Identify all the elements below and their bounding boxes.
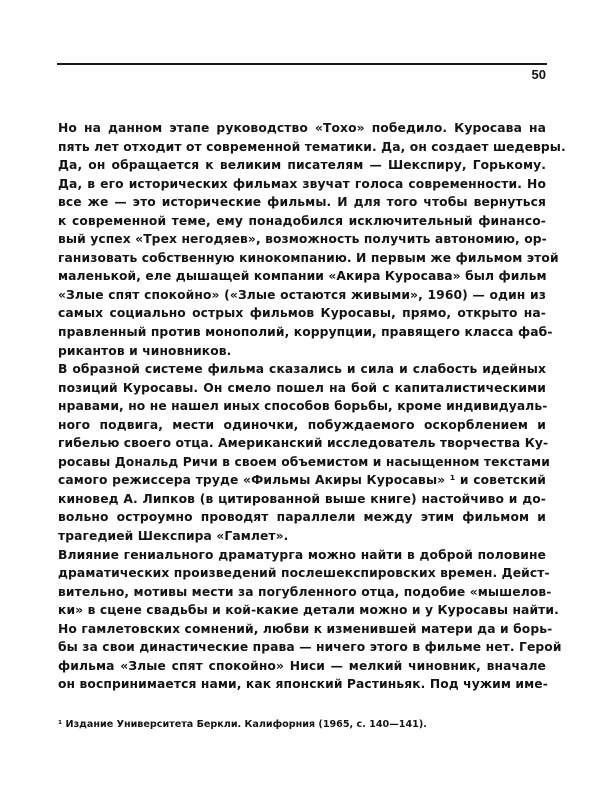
text-line: Да, он обращается к великим писателям — Шекспиру, Горькому.: [58, 158, 546, 173]
text-line: позиций Куросавы. Он смело пошел на бой с капиталистическими: [58, 380, 546, 395]
text-line: вительно, мотивы мести за погубленного отца, подобие «мышелов-: [58, 584, 552, 599]
text-line: он воспринимается нами, как японский Растиньяк. Под чужим име-: [58, 677, 548, 692]
text-line: трагедией Шекспира «Гамлет».: [58, 529, 289, 544]
text-line: Влияние гениального драматурга можно найти в доброй половине: [58, 547, 546, 562]
text-line: маленькой, еле дышащей компании «Акира Куросава» был фильм: [58, 269, 547, 284]
body-text: [58, 119, 566, 694]
text-line: ного подвига, мести одиночки, побуждаемого оскорблением и: [58, 417, 546, 432]
text-line: ганизовать собственную кинокомпанию. И первым же фильмом этой: [58, 250, 559, 265]
text-line: ки» в сцене свадьбы и кой-какие детали можно и у Куросавы найти.: [58, 603, 559, 618]
text-line: бы за свои династические права — ничего этого в фильме нет. Герой: [58, 640, 562, 655]
text-line: фильма «Злые спят спокойно» Ниси — мелкий чиновник, вначале: [58, 658, 546, 673]
text-line: правленный против монополий, коррупции, правящего класса фаб-: [58, 325, 553, 340]
text-line: гибелью своего отца. Американский исследователь творчества Ку-: [58, 436, 549, 451]
text-line: вольно остроумно проводят параллели между этим фильмом и: [58, 510, 546, 525]
footnote: ¹ Издание Университета Беркли. Калифорния (1965, с. 140—141).: [58, 719, 427, 730]
text-line: нравами, но не нашел иных способов борьбы, кроме индивидуаль-: [58, 399, 548, 414]
text-line: драматических произведений послешекспировских времен. Дейст-: [58, 566, 550, 581]
text-line: пять лет отходит от современной тематики. Да, он создает шедевры.: [58, 139, 566, 154]
text-line: Да, в его исторических фильмах звучат голоса современности. Но: [58, 176, 546, 191]
text-line: рикантов и чиновников.: [58, 343, 232, 358]
text-line: росавы Дональд Ричи в своем объемистом и насыщенном текстами: [58, 454, 550, 469]
page-number: 50: [531, 67, 546, 82]
text-line: к современной теме, ему понадобился исключительный финансо-: [58, 213, 546, 228]
text-line: вый успех «Трех негодяев», возможность получить автономию, ор-: [58, 232, 547, 247]
text-line: киновед А. Липков (в цитированной выше книге) настойчиво и до-: [58, 491, 546, 506]
text-line: Но гамлетовских сомнений, любви к изменившей матери да и борь-: [58, 621, 553, 636]
text-line: В образной системе фильма сказались и сила и слабость идейных: [58, 362, 546, 377]
text-line: Но на данном этапе руководство «Тохо» победило. Куросава на: [58, 121, 546, 135]
header-rule: [57, 63, 547, 65]
text-line: самых социально острых фильмов Куросавы, прямо, открыто на-: [58, 306, 546, 321]
text-line: самого режиссера труде «Фильмы Акиры Куросавы» ¹ и советский: [58, 473, 546, 488]
text-line: все же — это исторические фильмы. И для того чтобы вернуться: [58, 195, 546, 210]
text-line: «Злые спят спокойно» («Злые остаются живыми», 1960) — один из: [58, 287, 546, 302]
